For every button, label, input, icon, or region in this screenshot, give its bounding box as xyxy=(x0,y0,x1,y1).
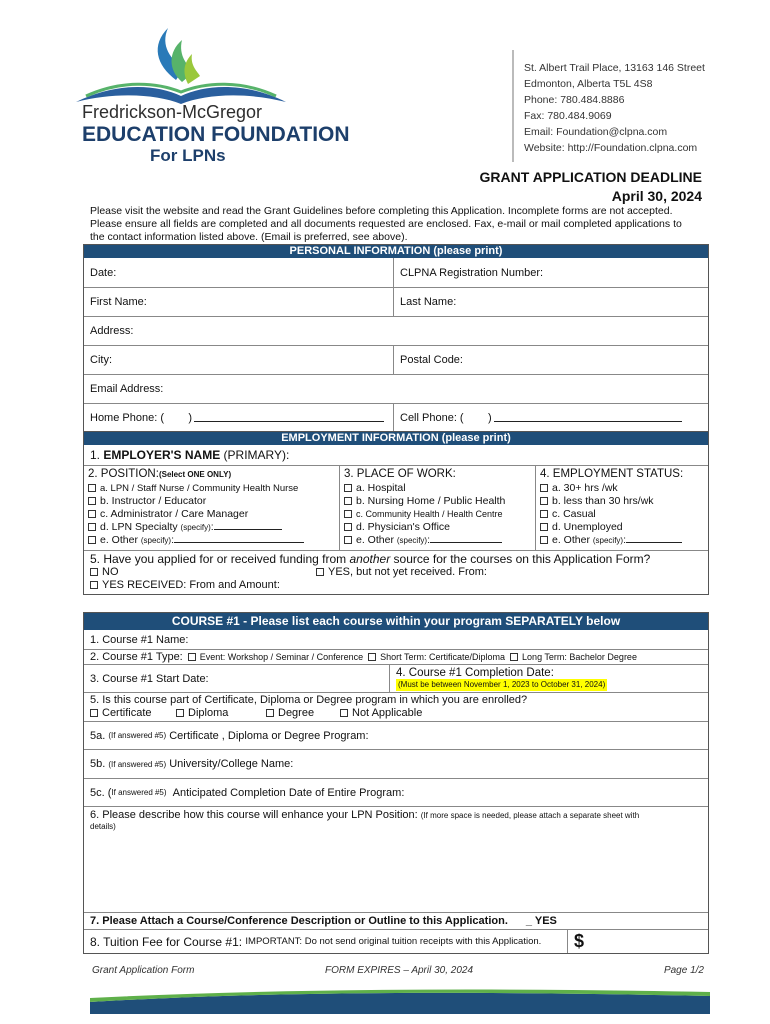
course-type-field: 2. Course #1 Type: Event: Workshop / Seminar / Conference Short Term: Certificate/Diploma Long Term: Bachelor Degree xyxy=(90,651,637,663)
funding-no-option[interactable]: NO xyxy=(90,566,316,579)
home-phone-field[interactable] xyxy=(84,404,394,431)
clpna-label: CLPNA Registration Number: xyxy=(400,266,544,279)
checkbox-icon[interactable] xyxy=(88,510,96,518)
program-certificate-option[interactable]: Certificate xyxy=(90,707,156,720)
checkbox-icon[interactable] xyxy=(88,536,96,544)
address-label: Address: xyxy=(90,325,134,337)
deadline-title: GRANT APPLICATION DEADLINE xyxy=(479,169,702,185)
checkbox-icon[interactable] xyxy=(344,510,352,518)
contact-divider xyxy=(512,50,514,162)
funding-yes-received-option[interactable]: YES RECEIVED: From and Amount: xyxy=(90,579,702,592)
footer-page-number: Page 1/2 xyxy=(663,965,704,976)
checkbox-icon[interactable] xyxy=(88,497,96,505)
type-event-option[interactable]: Event: Workshop / Seminar / Conference xyxy=(188,651,363,663)
checkbox-icon[interactable] xyxy=(316,568,324,576)
course-start-date-field[interactable]: 3. Course #1 Start Date: xyxy=(84,665,390,692)
status-option-c[interactable]: c. Casual xyxy=(540,508,704,521)
contact-block xyxy=(524,60,705,156)
status-option-a[interactable]: a. 30+ hrs /wk xyxy=(540,482,704,495)
course-name-field[interactable]: 1. Course #1 Name: xyxy=(90,633,189,646)
employment-header: EMPLOYMENT INFORMATION (please print) xyxy=(84,432,708,445)
home-phone-label: Home Phone: ( ) xyxy=(90,411,193,424)
org-name-line1: Fredrickson-McGregor xyxy=(82,102,263,122)
checkbox-icon[interactable] xyxy=(340,709,348,717)
funding-yes-not-received-option[interactable]: YES, but not yet received. From: xyxy=(316,566,487,579)
program-diploma-option[interactable]: Diploma xyxy=(176,707,266,720)
email: Email: Foundation@clpna.com xyxy=(524,126,668,138)
fax: Fax: 780.484.9069 xyxy=(524,110,612,122)
program-completion-date-field[interactable]: 5c. ( If answered #5) Anticipated Completion Date of Entire Program: xyxy=(90,786,405,799)
university-name-field[interactable]: 5b. (If answered #5) University/College Name: xyxy=(90,758,294,770)
first-name-field[interactable] xyxy=(84,288,394,316)
employer-label-tail: (PRIMARY): xyxy=(220,448,290,462)
program-degree-option[interactable]: Degree xyxy=(266,707,340,720)
checkbox-icon[interactable] xyxy=(540,523,548,531)
tuition-fee-field[interactable]: $ xyxy=(574,931,585,951)
funding-question: 5. Have you applied for or received funding from another source for the courses on this Application Form? xyxy=(90,552,651,566)
checkbox-icon[interactable] xyxy=(540,510,548,518)
personal-info-header: PERSONAL INFORMATION (please print) xyxy=(84,245,708,258)
checkbox-icon[interactable] xyxy=(188,653,196,661)
cell-phone-line xyxy=(494,413,682,422)
checkbox-icon[interactable] xyxy=(344,484,352,492)
address-field[interactable] xyxy=(84,317,139,345)
program-question: 5. Is this course part of Certificate, Diploma or Degree program in which you are enrolled? xyxy=(90,694,528,706)
checkbox-icon[interactable] xyxy=(88,523,96,531)
tuition-fee-label: 8. Tuition Fee for Course #1: IMPORTANT: Do not send original tuition receipts with this Application. xyxy=(84,930,568,953)
footer-form-name: Grant Application Form xyxy=(92,965,195,976)
attach-description-row: 7. Please Attach a Course/Conference Description or Outline to this Application. _ YES xyxy=(90,915,557,927)
lpn-enhancement-field[interactable]: 6. Please describe how this course will enhance your LPN Position: (If more space is needed, please attach a separate sheet with details) xyxy=(84,806,708,912)
checkbox-icon[interactable] xyxy=(368,653,376,661)
checkbox-icon[interactable] xyxy=(540,484,548,492)
address-line2: Edmonton, Alberta T5L 4S8 xyxy=(524,78,653,90)
deadline-date: April 30, 2024 xyxy=(611,188,702,204)
email-address-field[interactable] xyxy=(84,375,169,403)
checkbox-icon[interactable] xyxy=(90,709,98,717)
website: Website: http://Foundation.clpna.com xyxy=(524,142,698,154)
position-select-note: (Select ONE ONLY) xyxy=(158,470,232,479)
status-option-e[interactable]: e. Other (specify): xyxy=(540,534,704,547)
program-not-applicable-option[interactable]: Not Applicable xyxy=(340,707,422,720)
completion-date-note: (Must be between November 1, 2023 to October 31, 2024) xyxy=(398,679,606,689)
deadline-heading xyxy=(480,168,702,206)
course-header: COURSE #1 - Please list each course within your program SEPARATELY below xyxy=(84,613,708,630)
checkbox-icon[interactable] xyxy=(540,536,548,544)
checkbox-icon[interactable] xyxy=(344,523,352,531)
employer-num: 1. xyxy=(90,448,104,462)
place-of-work-column xyxy=(340,466,536,550)
type-short-term-option[interactable]: Short Term: Certificate/Diploma xyxy=(368,651,505,663)
checkbox-icon[interactable] xyxy=(344,497,352,505)
status-title: 4. EMPLOYMENT STATUS: xyxy=(540,468,684,480)
footer-expiry: FORM EXPIRES – April 30, 2024 xyxy=(325,965,474,976)
address-line1: St. Albert Trail Place, 13163 146 Street xyxy=(524,62,705,74)
status-option-b[interactable]: b. less than 30 hrs/wk xyxy=(540,495,704,508)
org-name-line2: EDUCATION FOUNDATION xyxy=(82,123,350,146)
attach-yes-option[interactable]: _ YES xyxy=(525,915,557,927)
personal-info-section xyxy=(83,244,709,432)
position-option-a[interactable]: a. LPN / Staff Nurse / Community Health Nurse xyxy=(88,482,335,495)
course-section xyxy=(83,612,709,954)
phone: Phone: 780.484.8886 xyxy=(524,94,625,106)
employment-section xyxy=(83,432,709,595)
first-name-label: First Name: xyxy=(90,296,147,308)
date-label: Date: xyxy=(90,266,117,279)
email-label: Email Address: xyxy=(90,383,164,395)
employment-status-column xyxy=(536,466,708,550)
postal-code-field[interactable] xyxy=(394,346,469,374)
checkbox-icon[interactable] xyxy=(540,497,548,505)
employer-name-field[interactable] xyxy=(84,445,295,465)
checkbox-icon[interactable] xyxy=(266,709,274,717)
date-field[interactable] xyxy=(84,258,394,287)
checkbox-icon[interactable] xyxy=(510,653,518,661)
place-option-e[interactable]: e. Other (specify): xyxy=(344,534,531,547)
intro-text: Please visit the website and read the Grant Guidelines before completing this Application. Incomplete forms are not accepted. Please ensure all fields are completed and all documents requested are enclosed. Fax, e-mail or mail completed applications to the contact information listed above. (Email is preferred, see above). xyxy=(90,205,682,243)
type-long-term-option[interactable]: Long Term: Bachelor Degree xyxy=(510,651,637,663)
checkbox-icon[interactable] xyxy=(88,484,96,492)
checkbox-icon[interactable] xyxy=(90,568,98,576)
position-column xyxy=(84,466,340,550)
place-option-d[interactable]: d. Physician's Office xyxy=(344,521,531,534)
last-name-field[interactable] xyxy=(394,288,462,316)
position-option-e[interactable]: e. Other (specify): xyxy=(88,534,335,547)
home-phone-line xyxy=(194,413,384,422)
footer-swoosh xyxy=(90,988,710,1014)
last-name-label: Last Name: xyxy=(400,296,457,308)
city-field[interactable] xyxy=(84,346,394,374)
position-option-d[interactable]: d. LPN Specialty (specify): xyxy=(88,521,335,534)
status-option-d[interactable]: d. Unemployed xyxy=(540,521,704,534)
position-title: 2. POSITION: xyxy=(88,468,159,480)
place-option-b[interactable]: b. Nursing Home / Public Health xyxy=(344,495,531,508)
checkbox-icon[interactable] xyxy=(344,536,352,544)
clpna-number-field[interactable] xyxy=(394,258,549,287)
org-name-line3: For LPNs xyxy=(150,146,226,165)
place-option-c[interactable]: c. Community Health / Health Centre xyxy=(344,508,531,521)
cell-phone-label: Cell Phone: ( ) xyxy=(400,411,492,424)
checkbox-icon[interactable] xyxy=(90,581,98,589)
position-option-b[interactable]: b. Instructor / Educator xyxy=(88,495,335,508)
city-label: City: xyxy=(90,354,112,366)
postal-label: Postal Code: xyxy=(400,354,463,366)
course-completion-date-field[interactable]: 4. Course #1 Completion Date: (Must be between November 1, 2023 to October 31, 2024) xyxy=(396,666,606,689)
employer-label-bold: EMPLOYER'S NAME xyxy=(103,448,221,462)
position-option-c[interactable]: c. Administrator / Care Manager xyxy=(88,508,335,521)
place-title: 3. PLACE OF WORK: xyxy=(344,468,456,480)
program-name-field[interactable]: 5a. (If answered #5) Certificate , Diploma or Degree Program: xyxy=(90,729,369,742)
cell-phone-field[interactable] xyxy=(394,404,688,431)
place-option-a[interactable]: a. Hospital xyxy=(344,482,531,495)
checkbox-icon[interactable] xyxy=(176,709,184,717)
